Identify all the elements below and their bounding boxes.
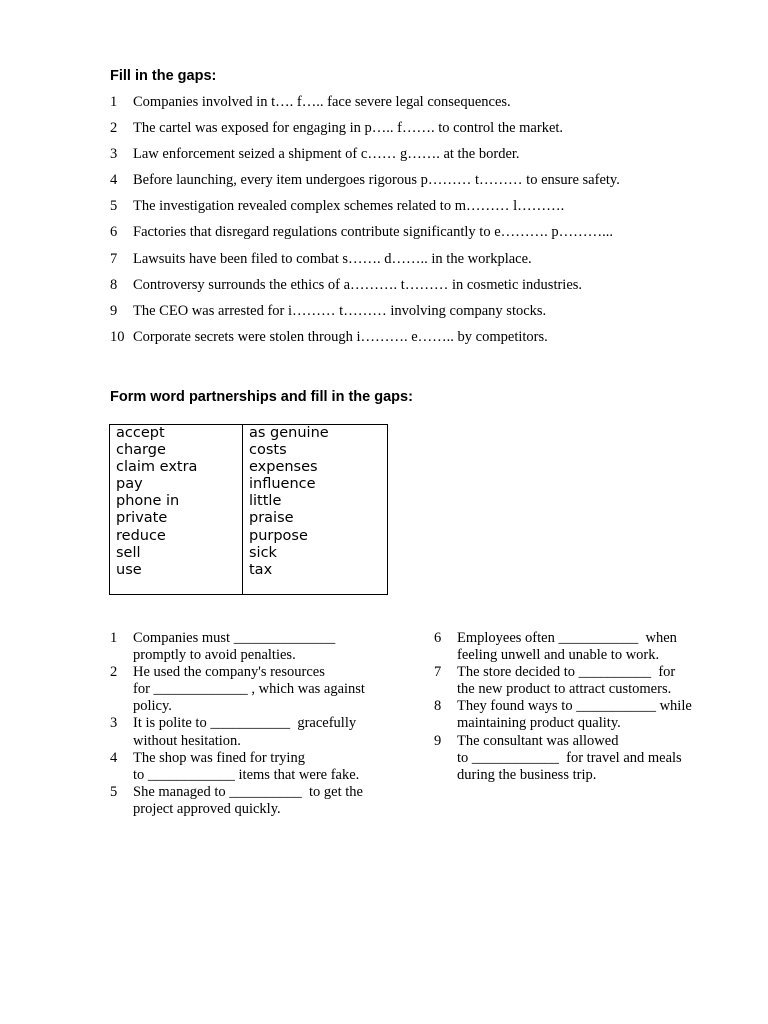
exercise-number: 2 — [110, 664, 118, 681]
exercise-item — [434, 664, 734, 698]
word-cell: use — [116, 561, 142, 578]
item-number: 10 — [110, 328, 125, 345]
list-item — [110, 93, 620, 119]
word-cell: costs — [249, 442, 287, 459]
exercise-text: The consultant was allowed to ____________ for travel and meals during the business trip. — [457, 732, 682, 783]
word-cell: tax — [249, 561, 273, 578]
exercise-item — [110, 784, 400, 818]
word-cell: purpose — [249, 527, 308, 544]
word-cell: little — [249, 493, 282, 510]
exercise-number: 4 — [110, 749, 118, 766]
exercise-number: 5 — [110, 783, 118, 800]
list-item — [110, 223, 620, 249]
section-2-heading: Form word partnerships and fill in the gaps: — [110, 389, 413, 405]
exercise-text: He used the company's resources for _____________ , which was against policy. — [133, 664, 365, 715]
exercise-item — [110, 750, 400, 784]
word-cell: pay — [116, 476, 143, 493]
verb-column — [110, 425, 243, 594]
fill-in-gaps-list — [110, 93, 620, 354]
exercise-text: Employees often ___________ when feeling unwell and unable to work. — [457, 630, 677, 664]
exercise-text: She managed to __________ to get the project approved quickly. — [133, 783, 363, 817]
item-text: Companies involved in t…. f….. face severe legal consequences. — [133, 94, 511, 110]
exercise-item — [110, 630, 400, 664]
exercise-item — [434, 733, 734, 784]
list-item — [110, 250, 620, 276]
word-cell: expenses — [249, 459, 318, 476]
word-cell: reduce — [116, 527, 166, 544]
exercise-text: Companies must ______________ promptly to avoid penalties. — [133, 630, 336, 664]
list-item — [110, 302, 620, 328]
list-item — [110, 276, 620, 302]
word-cell: praise — [249, 510, 294, 527]
item-number: 5 — [110, 198, 118, 215]
exercise-text: The shop was fined for trying to ____________ items that were fake. — [133, 749, 360, 783]
item-text: Factories that disregard regulations contribute significantly to e………. p………... — [133, 224, 614, 241]
item-number: 6 — [110, 224, 118, 241]
item-number: 9 — [110, 302, 118, 319]
word-cell: accept — [116, 425, 165, 441]
exercise-item — [110, 715, 400, 749]
item-number: 8 — [110, 276, 118, 293]
exercise-list-right — [434, 630, 734, 784]
word-cell: sell — [116, 544, 141, 561]
word-cell: influence — [249, 476, 316, 493]
item-text: Law enforcement seized a shipment of c…… g……. at the border. — [133, 146, 520, 163]
word-cell: claim extra — [116, 459, 198, 476]
word-cell: private — [116, 510, 168, 527]
item-text: Before launching, every item undergoes rigorous p……… t……… to ensure safety. — [133, 172, 620, 189]
exercise-text: The store decided to __________ for the new product to attract customers. — [457, 664, 676, 698]
exercise-text: They found ways to ___________ while maintaining product quality. — [457, 698, 692, 732]
word-cell: as genuine — [249, 425, 329, 441]
item-text: The investigation revealed complex schemes related to m……… l………. — [133, 198, 565, 215]
item-text: Corporate secrets were stolen through i………. e…….. by competitors. — [133, 328, 548, 345]
list-item — [110, 171, 620, 197]
exercise-number: 1 — [110, 630, 118, 646]
item-number: 2 — [110, 120, 118, 137]
noun-column — [243, 425, 387, 594]
section-1-heading: Fill in the gaps: — [110, 68, 217, 84]
item-number: 1 — [110, 94, 118, 110]
exercise-item — [110, 664, 400, 715]
word-cell: charge — [116, 442, 166, 459]
item-text: The CEO was arrested for i……… t……… involving company stocks. — [133, 302, 547, 319]
exercise-list-left — [110, 630, 400, 818]
exercise-number: 3 — [110, 715, 118, 732]
exercise-number: 6 — [434, 630, 442, 646]
list-item — [110, 119, 620, 145]
list-item — [110, 197, 620, 223]
exercise-item — [434, 630, 734, 664]
item-number: 7 — [110, 250, 118, 267]
word-partnership-table — [109, 424, 388, 595]
list-item — [110, 145, 620, 171]
list-item — [110, 328, 620, 354]
item-number: 4 — [110, 172, 118, 189]
item-text: The cartel was exposed for engaging in p….. f……. to control the market. — [133, 120, 564, 137]
word-cell: phone in — [116, 493, 180, 510]
exercise-number: 8 — [434, 698, 442, 715]
exercise-text: It is polite to ___________ gracefully without hesitation. — [133, 715, 357, 749]
exercise-number: 9 — [434, 732, 442, 749]
item-number: 3 — [110, 146, 118, 163]
word-cell: sick — [249, 544, 277, 561]
item-text: Controversy surrounds the ethics of a………. t……… in cosmetic industries. — [133, 276, 583, 293]
exercise-item — [434, 698, 734, 732]
exercise-number: 7 — [434, 664, 442, 681]
item-text: Lawsuits have been filed to combat s……. d…….. in the workplace. — [133, 250, 532, 267]
